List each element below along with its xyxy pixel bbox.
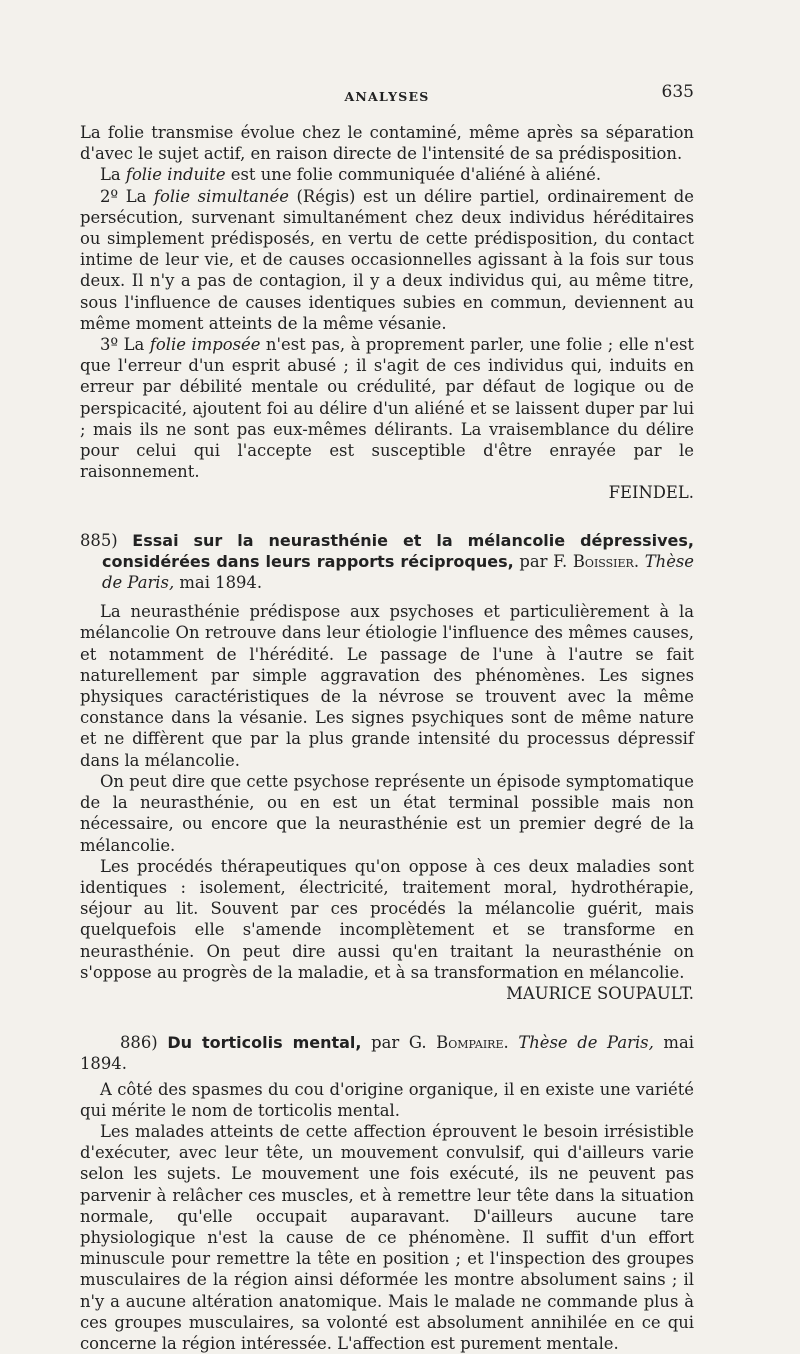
- emphasis: folie induite: [125, 165, 226, 185]
- entry-number: 885): [80, 530, 118, 550]
- paragraph: 2º La folie simultanée (Régis) est un délire partiel, ordinairement de persécution, survenant simultanément chez deux individus héréditaires ou simplement prédisposés, en vertu de cette prédisposition, du contact intime de leur vie, et de causes occasionnelles agissant à la fois sur tous deux. Il n'y a pas de contagion, il y a deux individus qui, au même titre, sous l'influence de causes identiques subies en commun, deviennent au même moment atteints de la même vésanie.: [80, 186, 695, 333]
- page-header: [80, 82, 694, 112]
- section-folie-a-deux: [80, 122, 694, 504]
- running-head: ANALYSES: [344, 89, 430, 104]
- paragraph: La neurasthénie prédispose aux psychoses et particulièrement à la mélancolie On retrouve dans leur étiologie l'influence des mêmes causes, et notamment de l'hérédité. Le passage de l'une à l'autre se fait naturellement par simple aggravation des phénomènes. Les signes physiques caractéristiques de la névrose se trouvent avec la même constance dans la vésanie. Les signes psychiques sont de même nature et ne diffèrent que par la plus grande intensité du processus dépressif dans la mélancolie.: [80, 602, 694, 770]
- entry-source: Thèse de Paris,: [102, 551, 695, 593]
- entry-885: [80, 530, 694, 1004]
- entry-author: Boissier.: [572, 551, 640, 571]
- entry-886: [80, 1032, 694, 1354]
- entry-author: Bompaire.: [436, 1033, 509, 1053]
- entry-source: Thèse de Paris,: [508, 1033, 654, 1053]
- entry-heading: 885) Essai sur la neurasthénie et la mélancolie dépressives, considérées dans leurs rapports réciproques, par F. Boissier. Thèse de Paris, mai 1894.: [80, 530, 695, 593]
- entry-title: Essai sur la neurasthénie et la mélancolie dépressives, considérées dans leurs rapports réciproques,: [102, 530, 695, 571]
- author-signature: FEINDEL.: [608, 483, 694, 503]
- entry-title: Du torticolis mental,: [167, 1033, 362, 1053]
- paragraph: A côté des spasmes du cou d'origine organique, il en existe une variété qui mérite le nom de torticolis mental.: [80, 1079, 694, 1120]
- author-signature: MAURICE SOUPAULT.: [506, 983, 694, 1003]
- emphasis: folie imposée: [149, 335, 261, 355]
- paragraph: On peut dire que cette psychose représente un épisode symptomatique de la neurasthénie, ou en est un état terminal possible mais non nécessaire, ou encore que la neurasthénie est un premier degré de la mélancolie.: [80, 771, 694, 855]
- page-number: 635: [661, 82, 694, 102]
- paragraph: La folie transmise évolue chez le contaminé, même après sa séparation d'avec le sujet actif, en raison directe de l'intensité de sa prédisposition.: [80, 123, 694, 164]
- paragraph: Les procédés thérapeutiques qu'on oppose à ces deux maladies sont identiques : isolement, électricité, traitement moral, hydrothérapie, séjour au lit. Souvent par ces procédés la mélancolie guérit, mais quelquefois elle s'amende incomplètement et se transforme en neurasthénie. On peut dire aussi qu'en traitant la neurasthénie on s'oppose au progrès de la maladie, et à sa transformation en mélancolie.: [80, 856, 694, 982]
- entry-number: 886): [120, 1033, 158, 1053]
- paragraph: La folie induite est une folie communiquée d'aliéné à aliéné.: [100, 165, 602, 185]
- emphasis: folie simultanée: [153, 186, 289, 206]
- entry-heading: 886) Du torticolis mental, par G. Bompaire. Thèse de Paris, mai 1894.: [80, 1033, 694, 1074]
- entry-date: mai 1894.: [174, 573, 263, 593]
- paragraph: 3º La folie imposée n'est pas, à proprement parler, une folie ; elle n'est que l'erreur d'un esprit abusé ; il s'agit de ces individus qui, induits en erreur par débilité mentale ou crédulité, par défaut de logique ou de perspicacité, ajoutent foi au délire d'un aliéné et se laissent duper par lui ; mais ils ne sont pas eux-mêmes délirants. La vraisemblance du délire pour celui qui l'accepte est susceptible d'être enrayée par le raisonnement.: [80, 335, 694, 482]
- entry-date: mai 1894.: [80, 1033, 694, 1074]
- paragraph: Les malades atteints de cette affection éprouvent le besoin irrésistible d'exécuter, avec leur tête, un mouvement convulsif, qui d'ailleurs varie selon les sujets. Le mouvement une fois exécuté, ils ne peuvent pas parvenir à relâcher ces muscles, et à remettre leur tête dans la situation normale, qu'elle occupait auparavant. D'ailleurs aucune tare physiologique n'est la cause de ce phénomène. Il suffit d'un effort minuscule pour remettre la tête en position ; et l'inspection des groupes musculaires de la région ainsi déformée les montre absolument sains ; il n'y a aucune altération anatomique. Mais le malade ne commande plus à ces groupes musculaires, sa volonté est absolument annihilée en ce qui concerne la région intéressée. L'affection est purement mentale.: [80, 1121, 694, 1353]
